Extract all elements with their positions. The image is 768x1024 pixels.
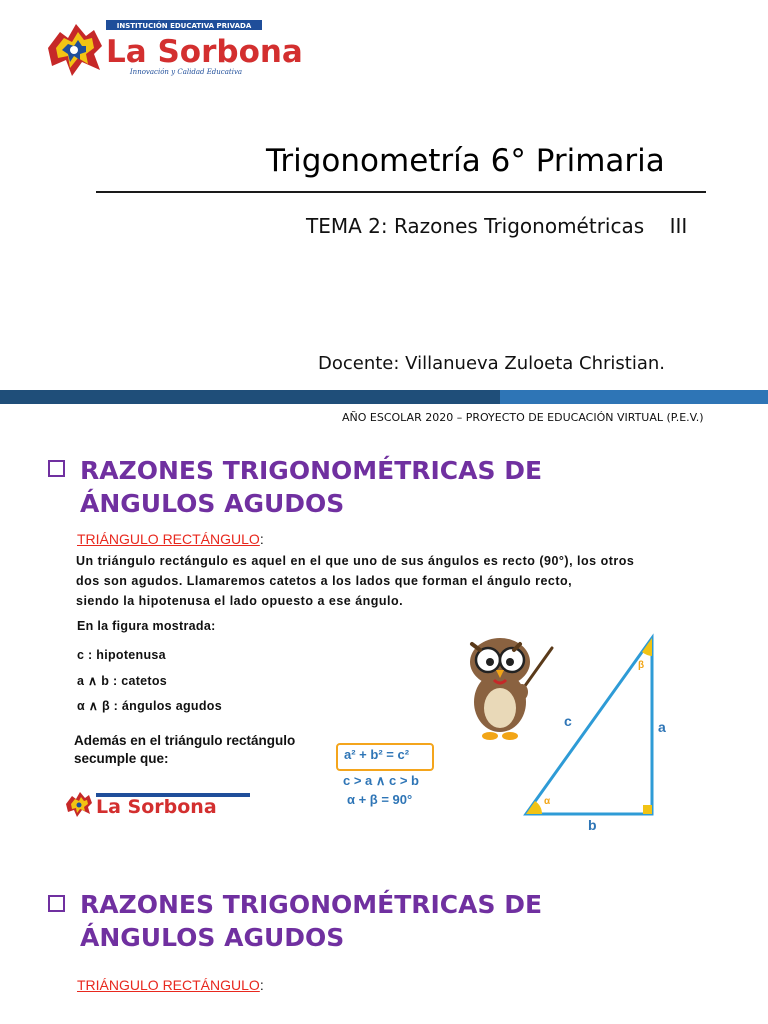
school-year-footer: AÑO ESCOLAR 2020 – PROYECTO DE EDUCACIÓN VIRTUAL (P.E.V.): [342, 411, 704, 424]
topic-subtitle: TEMA 2: Razones Trigonométricas III: [306, 214, 688, 238]
angle-beta-label: β: [638, 660, 645, 671]
subheading-colon: :: [259, 977, 264, 993]
section-heading: [80, 454, 542, 520]
logo-name-small: La Sorbona: [96, 796, 217, 818]
paragraph-line: siendo la hipotenusa el lado opuesto a ese ángulo.: [76, 594, 404, 608]
list-item: c : hipotenusa: [77, 648, 166, 662]
footer-band-dark: [0, 390, 500, 404]
definition-paragraph: [76, 551, 634, 611]
horizontal-leg-label: b: [588, 817, 597, 833]
additional-note: [74, 732, 295, 768]
logo-name: La Sorbona: [106, 34, 303, 70]
title-divider: [96, 191, 706, 193]
figure-intro: En la figura mostrada:: [77, 619, 216, 633]
section-heading: [80, 888, 542, 954]
school-logo: [38, 10, 303, 84]
list-item: α ∧ β : ángulos agudos: [77, 699, 222, 713]
school-logo-small: [62, 788, 254, 820]
hypotenuse-label: c: [564, 713, 572, 729]
angle-condition: α + β = 90°: [347, 792, 413, 807]
section-heading-line1: RAZONES TRIGONOMÉTRICAS DE: [80, 890, 543, 919]
subheading: [77, 977, 264, 993]
subheading-colon: :: [259, 531, 264, 547]
page-title: Trigonometría 6° Primaria: [266, 143, 665, 179]
section-heading-line2: ÁNGULOS AGUDOS: [80, 489, 345, 518]
logo-emblem-icon: [66, 792, 92, 817]
additional-note-line1: Además en el triángulo rectángulo: [74, 733, 296, 748]
subheading-text: TRIÁNGULO RECTÁNGULO: [77, 531, 260, 547]
paragraph-line: Un triángulo rectángulo es aquel en el que uno de sus ángulos es recto (90°), los otros: [76, 554, 635, 568]
checkbox-bullet-icon: [48, 460, 65, 477]
logo-institution: INSTITUCIÓN EDUCATIVA PRIVADA: [116, 22, 252, 30]
footer-band-light: [500, 390, 768, 404]
side-condition: c > a ∧ c > b: [343, 773, 420, 788]
right-triangle-figure: [516, 630, 696, 836]
subheading: [77, 531, 264, 547]
angle-alpha-label: α: [544, 796, 551, 807]
logo-tagline: Innovación y Calidad Educativa: [129, 68, 243, 76]
subheading-text: TRIÁNGULO RECTÁNGULO: [77, 977, 260, 993]
section-heading-line1: RAZONES TRIGONOMÉTRICAS DE: [80, 456, 543, 485]
paragraph-line: dos son agudos. Llamaremos catetos a los lados que forman el ángulo recto,: [76, 574, 573, 588]
checkbox-bullet-icon: [48, 895, 65, 912]
vertical-leg-label: a: [658, 719, 666, 735]
additional-note-line2: secumple que:: [74, 751, 169, 766]
teacher-name: Docente: Villanueva Zuloeta Christian.: [318, 353, 666, 374]
logo-emblem-icon: [48, 24, 102, 76]
pythagoras-formula: a² + b² = c²: [344, 747, 410, 762]
list-item: a ∧ b : catetos: [77, 674, 168, 688]
section-heading-line2: ÁNGULOS AGUDOS: [80, 923, 345, 952]
